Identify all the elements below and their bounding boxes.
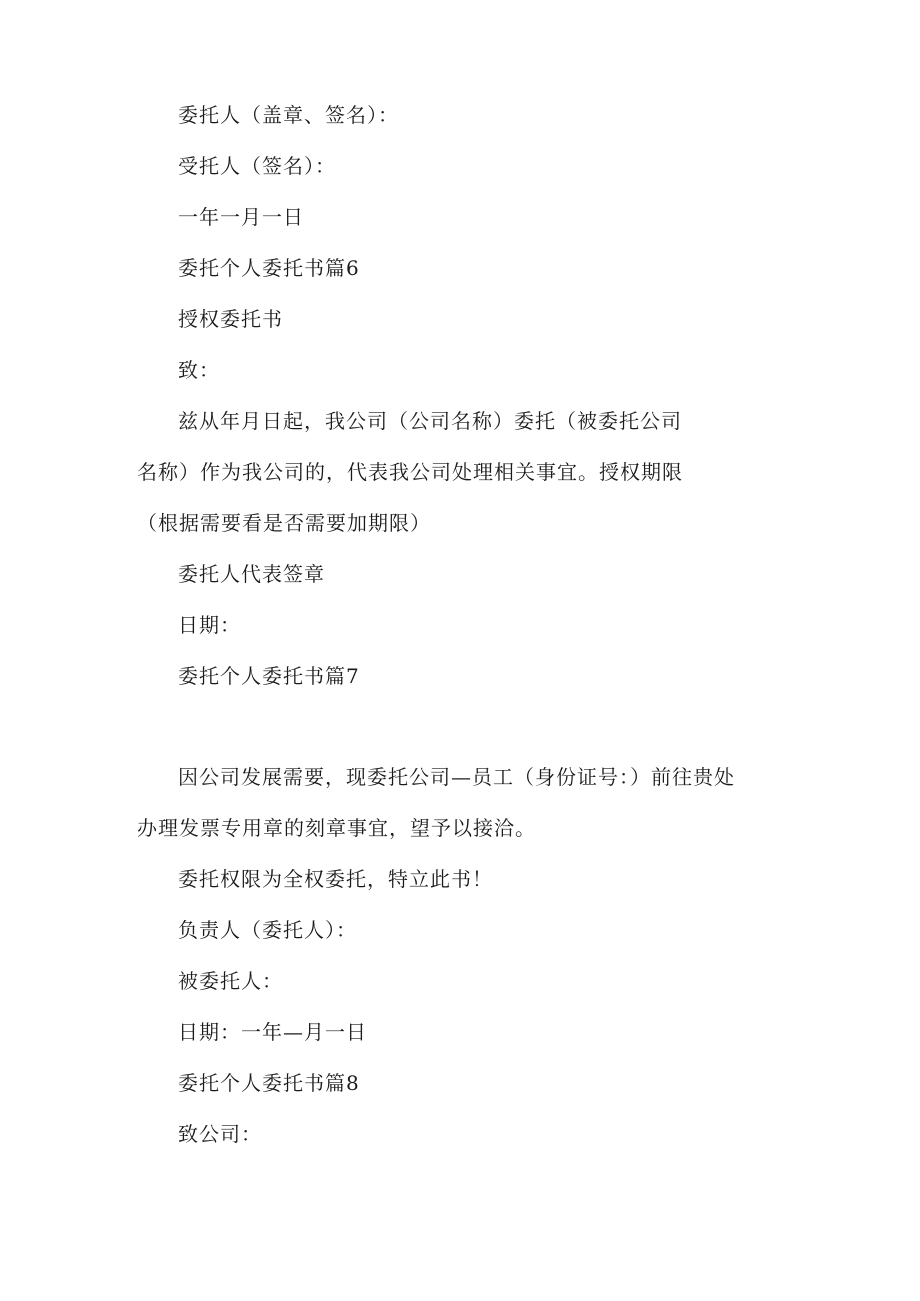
authority-statement: 委托权限为全权委托，特立此书！ xyxy=(178,867,493,891)
body-paragraph-line: 兹从年月日起，我公司（公司名称）委托（被委托公司 xyxy=(178,409,682,433)
salutation: 致： xyxy=(178,358,220,382)
body-paragraph-line: 办理发票专用章的刻章事宜，望予以接洽。 xyxy=(137,816,536,840)
representative-signature-line: 委托人代表签章 xyxy=(178,562,325,586)
date-line: 日期： xyxy=(178,613,241,637)
responsible-person-line: 负责人（委托人）： xyxy=(178,918,357,942)
principal-signature-line: 委托人（盖章、签名）： xyxy=(178,103,399,127)
agent-line: 被委托人： xyxy=(178,969,283,993)
body-paragraph-line: 因公司发展需要，现委托公司—员工（身份证号：）前往贵处 xyxy=(178,765,735,789)
body-paragraph-line: （根据需要看是否需要加期限） xyxy=(137,511,431,535)
section-heading-6: 委托个人委托书篇6 xyxy=(178,256,360,280)
body-paragraph-line: 名称）作为我公司的，代表我公司处理相关事宜。授权期限 xyxy=(137,460,683,484)
agent-signature-line: 受托人（签名）： xyxy=(178,154,336,178)
section-heading-7: 委托个人委托书篇7 xyxy=(178,664,360,688)
salutation: 致公司： xyxy=(178,1122,262,1146)
date-line: 一年一月一日 xyxy=(178,205,304,229)
date-line: 日期：一年—月一日 xyxy=(178,1020,367,1044)
section-heading-8: 委托个人委托书篇8 xyxy=(178,1071,360,1095)
document-title: 授权委托书 xyxy=(178,307,283,331)
